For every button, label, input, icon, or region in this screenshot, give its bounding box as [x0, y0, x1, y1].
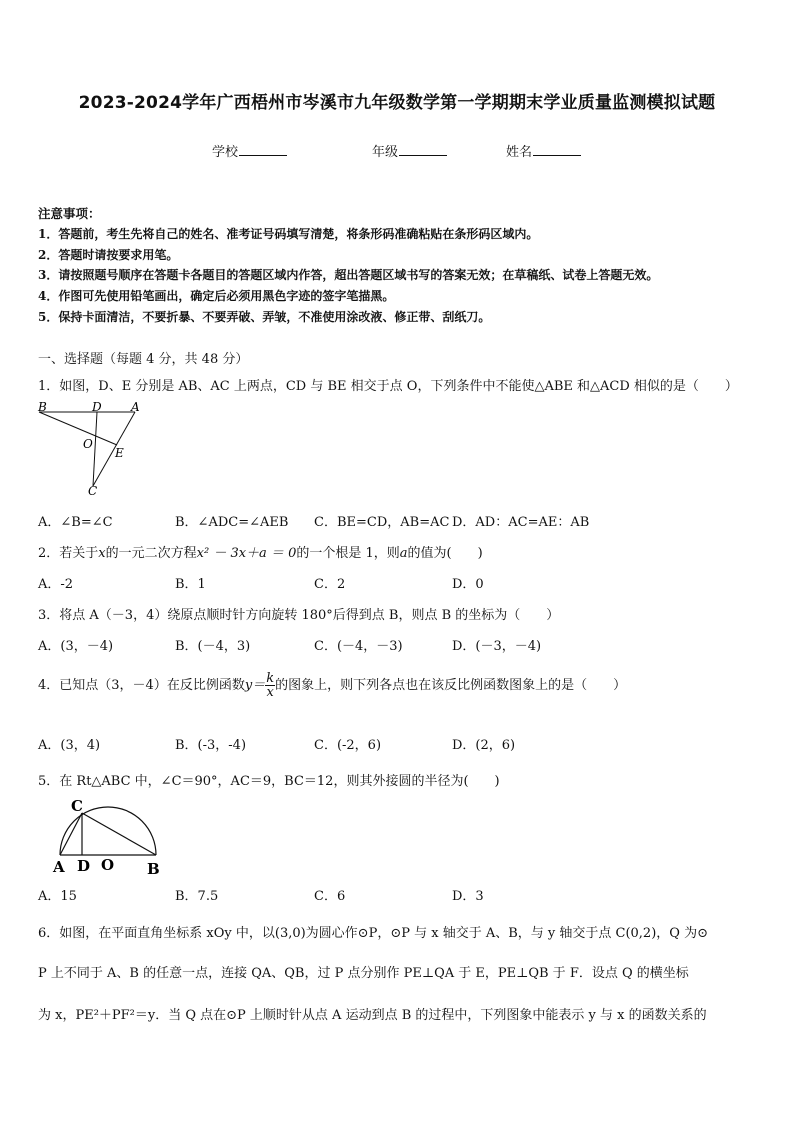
name-label: 姓名	[506, 145, 533, 160]
q1-label-E: E	[115, 446, 124, 460]
school-label: 学校	[212, 145, 239, 160]
notes-heading: 注意事项：	[38, 206, 101, 221]
q3-option-a[interactable]: A．(3，－4)	[38, 639, 114, 654]
q5-label-B: B	[147, 860, 160, 878]
q1-label-A: A	[131, 400, 140, 414]
question-6-line-3: 为 x，PE²＋PF²＝y．当 Q 点在⊙P 上顺时针从点 A 运动到点 B 的过程中，下列图象中能表示 y 与 x 的函数关系的	[38, 1008, 707, 1023]
q5-option-c[interactable]: C．6	[314, 889, 346, 904]
q5-label-D: D	[77, 857, 91, 875]
note-item: 5．保持卡面清洁，不要折暴、不要弄破、弄皱，不准使用涂改液、修正带、刮纸刀。	[38, 310, 491, 324]
q4-text-2: 的图象上，则下列各点也在该反比例函数图象上的是（ ）	[275, 678, 627, 693]
question-4-stem	[38, 672, 626, 699]
q1-option-a[interactable]: A．∠B=∠C	[38, 515, 113, 530]
q2-text-2: 的一元二次方程	[105, 546, 197, 561]
q5-label-C: C	[71, 797, 83, 815]
q5-option-b[interactable]: B．7.5	[175, 889, 219, 904]
q2-option-a[interactable]: A．-2	[38, 577, 74, 592]
q3-option-c[interactable]: C．(－4，－3)	[314, 639, 403, 654]
q3-option-b[interactable]: B．(－4，3)	[175, 639, 251, 654]
q4-option-a[interactable]: A．(3，4)	[38, 738, 101, 753]
q5-label-A: A	[53, 858, 65, 876]
q4-option-d[interactable]: D．(2，6)	[452, 738, 516, 753]
question-1-stem: 1．如图，D、E 分别是 AB、AC 上两点，CD 与 BE 相交于点 O，下列条件中不能使△ABE 和△ACD 相似的是（ ）	[38, 379, 738, 394]
q2-equation: x² － 3x＋a ＝ 0	[196, 546, 297, 561]
q3-option-d[interactable]: D．(－3，－4)	[452, 639, 542, 654]
q4-y-equals: y＝	[244, 678, 266, 693]
q4-text-1: 4．已知点（3，－4）在反比例函数	[38, 678, 245, 693]
q2-text-3: 的一个根是 1，则	[296, 546, 400, 561]
q1-label-O: O	[83, 437, 93, 451]
q4-option-c[interactable]: C．(-2，6)	[314, 738, 382, 753]
q5-option-a[interactable]: A．15	[38, 889, 77, 904]
question-5-stem: 5．在 Rt△ABC 中，∠C＝90°，AC＝9，BC＝12，则其外接圆的半径为( )	[38, 774, 500, 789]
q2-var-a: a	[399, 546, 408, 561]
page-title: 2023-2024学年广西梧州市岑溪市九年级数学第一学期期末学业质量监测模拟试题	[78, 93, 716, 113]
note-item: 4．作图可先使用铅笔画出，确定后必须用黑色字迹的签字笔描黑。	[38, 289, 395, 303]
grade-blank	[399, 143, 447, 156]
q2-option-c[interactable]: C．2	[314, 577, 346, 592]
q1-option-d[interactable]: D．AD：AC=AE：AB	[452, 515, 590, 530]
section-heading: 一、选择题（每题 4 分，共 48 分）	[38, 352, 249, 367]
q1-option-c[interactable]: C．BE=CD，AB=AC	[314, 515, 450, 530]
school-field[interactable]	[212, 141, 287, 160]
grade-field[interactable]	[372, 141, 447, 160]
q4-fraction	[265, 672, 275, 699]
question-2-stem	[38, 542, 483, 561]
question-6-line-2: P 上不同于 A、B 的任意一点，连接 QA、QB，过 P 点分别作 PE⊥QA 于 E，PE⊥QB 于 F．设点 Q 的横坐标	[38, 966, 689, 981]
school-blank	[239, 143, 287, 156]
note-item: 1．答题前，考生先将自己的姓名、准考证号码填写清楚，将条形码准确粘贴在条形码区域内。	[38, 227, 539, 241]
q5-option-d[interactable]: D．3	[452, 889, 484, 904]
q1-label-D: D	[92, 400, 102, 414]
question-3-stem: 3．将点 A（－3，4）绕原点顺时针方向旋转 180°后得到点 B，则点 B 的坐标为（ ）	[38, 608, 560, 623]
q4-numerator: k	[266, 671, 275, 686]
q1-triangle-figure	[36, 398, 146, 498]
q4-denominator: x	[266, 685, 274, 700]
q2-option-d[interactable]: D．0	[452, 577, 484, 592]
q5-semicircle-figure	[44, 796, 174, 880]
q4-option-b[interactable]: B．(-3，-4)	[175, 738, 247, 753]
q1-option-b[interactable]: B．∠ADC=∠AEB	[175, 515, 289, 530]
q2-option-b[interactable]: B．1	[175, 577, 206, 592]
name-blank	[533, 143, 581, 156]
q2-var-x: x	[98, 546, 106, 561]
note-item: 2．答题时请按要求用笔。	[38, 248, 179, 262]
note-item: 3．请按照题号顺序在答题卡各题目的答题区域内作答，超出答题区域书写的答案无效；在草稿纸、试卷上答题无效。	[38, 268, 659, 282]
q2-text-4: 的值为( )	[407, 546, 483, 561]
grade-label: 年级	[372, 145, 399, 160]
question-6-line-1: 6．如图，在平面直角坐标系 xOy 中，以(3,0)为圆心作⊙P，⊙P 与 x 轴交于 A、B，与 y 轴交于点 C(0,2)，Q 为⊙	[38, 926, 708, 941]
name-field[interactable]	[506, 141, 581, 160]
q2-text-1: 2．若关于	[38, 546, 99, 561]
q5-label-O: O	[101, 856, 115, 874]
q1-label-C: C	[88, 484, 98, 498]
q1-label-B: B	[38, 400, 47, 414]
